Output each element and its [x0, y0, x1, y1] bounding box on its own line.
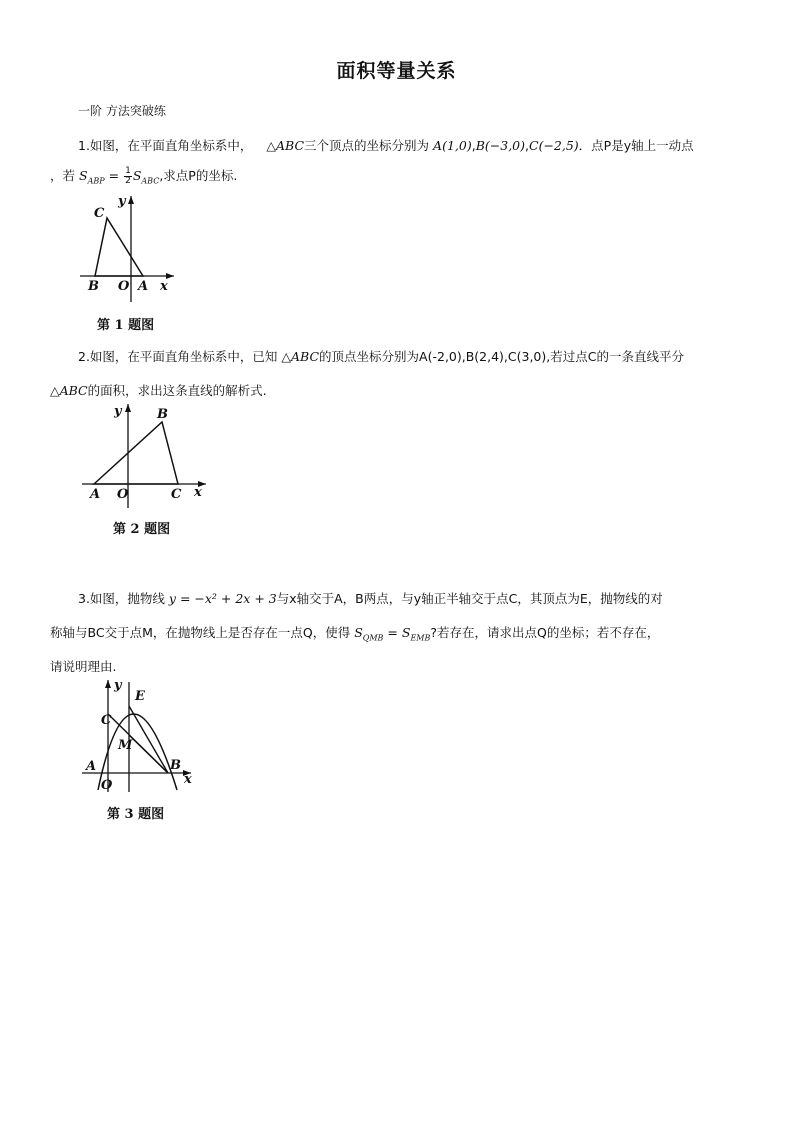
q1-frac-num: 1	[125, 166, 131, 176]
q1-caption: 第 1 题图	[97, 318, 155, 333]
q1-label-a: A	[138, 279, 149, 294]
q1-frac-den: 2	[125, 176, 131, 186]
q1-line-1: 1.如图，在平面直角坐标系中， △ABC三个顶点的坐标分别为 A(1,0),B(−3,0),C(−2,5)．点P是y轴上一动点	[78, 138, 694, 153]
q2-figure	[80, 400, 210, 512]
q3-label-x: x	[184, 772, 192, 787]
q1-text-e: ,求点P的坐标.	[159, 168, 238, 183]
q2-label-b: B	[157, 407, 168, 422]
q3-equation: y = −x² + 2x + 3	[168, 591, 277, 606]
q3-label-a: A	[86, 759, 97, 774]
q1-point-b: B	[475, 138, 485, 153]
q2-line-2	[50, 381, 267, 399]
q3-label-o: O	[101, 778, 113, 793]
q1-y-arrow	[128, 196, 134, 204]
q1-label-y: y	[118, 194, 126, 209]
q3-y-arrow	[105, 680, 111, 688]
q3-area-s1: S	[354, 625, 363, 640]
page-title: 面积等量关系	[336, 60, 457, 82]
q1-label-c: C	[94, 206, 105, 221]
q3-label-b: B	[170, 758, 181, 773]
q1-text-d: ，若	[50, 168, 76, 183]
q2-triangle-abc	[94, 422, 178, 484]
q3-area-sub-emb: EMB	[410, 633, 431, 643]
q2-line-1	[78, 347, 684, 365]
q3-line-2	[50, 623, 659, 643]
q1-label-b: B	[88, 279, 99, 294]
q3-area-s2: S	[401, 625, 411, 640]
q1-coord-a: (1,0)	[442, 138, 472, 153]
q1-text-a: 1.如图，在平面直角坐标系中，	[78, 138, 253, 153]
q1-text-b: 三个顶点的坐标分别为	[304, 138, 430, 153]
q1-area-sub-abp: ABP	[87, 176, 105, 186]
q1-coord-b: (−3,0)	[484, 138, 525, 153]
q3-label-m: M	[118, 738, 133, 753]
q1-area-s2: S	[132, 168, 142, 183]
q3-text-b: 与x轴交于A，B两点，与y轴正半轴交于点C，其顶点为E，抛物线的对	[276, 591, 663, 606]
q1-label-o: O	[118, 279, 130, 294]
q1-coord-c: (−2,5)	[538, 138, 579, 153]
q2-label-c: C	[171, 487, 182, 502]
q1-figure	[78, 190, 188, 306]
q3-equals: =	[387, 625, 398, 640]
q3-text-a: 3.如图，抛物线	[78, 591, 165, 606]
q2-y-arrow	[125, 404, 131, 412]
q3-text-d: ?若存在，请求出点Q的坐标；若不存在，	[430, 625, 660, 640]
q3-figure	[80, 676, 195, 800]
q1-point-a: A	[433, 138, 443, 153]
q3-label-y: y	[114, 678, 122, 693]
q3-area-sub-qmb: QMB	[362, 633, 384, 643]
section-heading: 一阶 方法突破练	[78, 104, 166, 118]
q3-text-c: 称轴与BC交于点M，在抛物线上是否存在一点Q，使得	[50, 625, 351, 640]
q2-text-a: 2.如图，在平面直角坐标系中，已知	[78, 349, 278, 364]
q1-area-s1: S	[79, 168, 88, 183]
q1-text-c: ．点P是y轴上一动点	[578, 138, 694, 153]
q2-label-y: y	[114, 404, 122, 419]
q2-label-o: O	[117, 487, 129, 502]
q1-point-c: C	[528, 138, 539, 153]
q1-triangle: △ABC	[266, 138, 305, 153]
q3-label-c: C	[101, 713, 112, 728]
q1-triangle-abc	[95, 218, 143, 276]
q2-label-a: A	[90, 487, 101, 502]
q2-caption: 第 2 题图	[113, 522, 171, 537]
q1-line-2	[50, 166, 237, 186]
q3-label-e: E	[135, 689, 145, 704]
q3-line-3: 请说明理由.	[50, 659, 117, 674]
q2-text-c: 的面积，求出这条直线的解析式.	[87, 383, 267, 398]
q2-triangle: △ABC	[281, 349, 320, 364]
q2-triangle-2: △ABC	[50, 383, 88, 398]
q2-text-b: 的顶点坐标分别为A(-2,0),B(2,4),C(3,0),若过点C的一条直线平分	[319, 349, 684, 364]
q2-label-x: x	[194, 485, 202, 500]
q3-line-1	[78, 589, 663, 607]
q1-area-sub-abc: ABC	[141, 176, 160, 186]
q1-label-x: x	[160, 279, 168, 294]
q1-fraction	[124, 167, 132, 186]
q1-equals: =	[108, 168, 120, 183]
q3-caption: 第 3 题图	[107, 807, 165, 822]
